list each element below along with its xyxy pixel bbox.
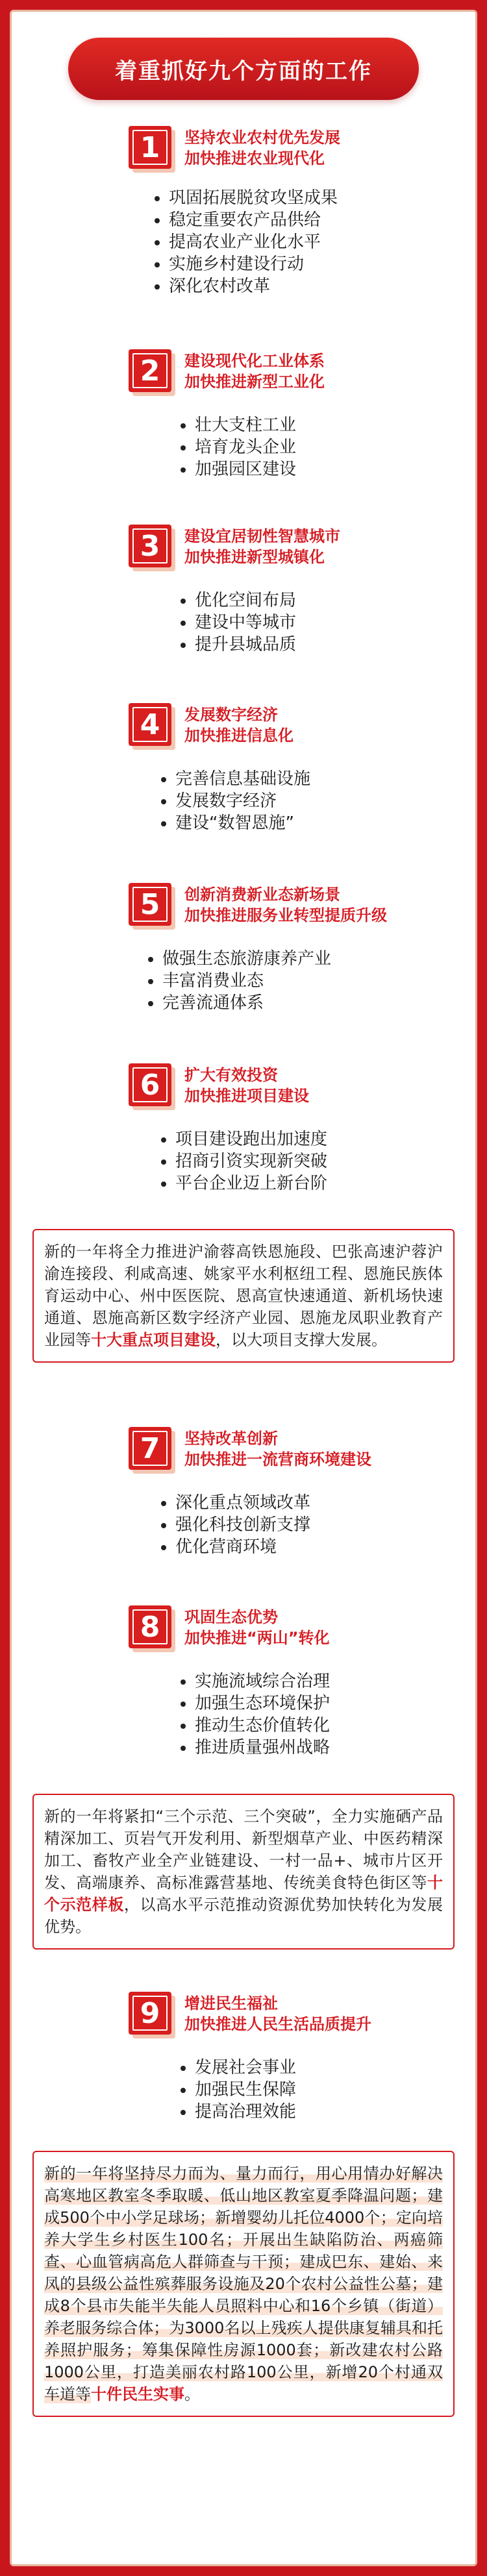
list-item: 丰富消费业态 [148,970,331,992]
section-number: 8 [129,1605,171,1648]
section-list [161,768,310,834]
section-number: 3 [129,525,171,567]
section-title: 发展数字经济 加快推进信息化 [184,706,293,745]
highlight-text: 十大重点项目建设 [91,1331,216,1349]
highlight-text: 十个示范样板 [44,1874,443,1914]
list-item: 壮大支柱工业 [181,414,296,436]
highlight-text: 十件民生实事 [91,2385,184,2403]
list-item: 深化农村改革 [155,275,338,297]
list-item: 深化重点领域改革 [161,1492,310,1514]
section-list [181,2057,296,2123]
list-item: 实施流域综合治理 [181,1670,330,1692]
section-list [155,187,338,297]
list-item: 建设中等城市 [181,612,296,634]
section-number: 9 [129,1992,171,2035]
list-item: 建设“数智恩施” [161,812,310,834]
list-item: 稳定重要农产品供给 [155,209,338,231]
section-title: 建设现代化工业体系 加快推进新型工业化 [184,352,325,391]
section-number: 4 [129,703,171,746]
list-item: 加强园区建设 [181,458,296,480]
paragraph-livelihood: 新的一年将坚持尽力而为、量力而行，用心用情办好解决高寒地区教室冬季取暖、低山地区教室夏季降温问题；建成500个中小学足球场；新增婴幼儿托位4000个；定向培养大学生乡村医生100名；开展出生缺陷防治、两癌筛查、心血管病高危人群筛查与干预；建成巴东、建始、来凤的县级公益性殡葬服务设施及20个农村公益性公墓；建成8个县市失能半失能人员照料中心和16个乡镇（街道）养老服务综合体；为3000名以上残疾人提供康复辅具和托养照护服务；筹集保障性房源1000套；新改建农村公路1000公里，打造美丽农村路100公里，新增20个村通双车道等十件民生实事。 [32,2151,455,2417]
section-title: 创新消费新业态新场景 加快推进服务业转型提质升级 [184,886,387,924]
list-item: 招商引资实现新突破 [161,1150,327,1172]
section-number: 5 [129,883,171,926]
section-list [181,414,296,480]
section-list [181,1670,330,1759]
list-item: 提升县城品质 [181,634,296,656]
banner-title: 着重抓好九个方面的工作 [115,58,372,84]
paragraph-major-projects: 新的一年将全力推进沪渝蓉高铁恩施段、巴张高速沪蓉沪渝连接段、利咸高速、姚家平水利枢纽工程、恩施民族体育运动中心、州中医医院、恩高宣快速通道、新机场快速通道、恩施高新区数字经济产业园、恩施龙凤职业教育产业园等十大重点项目建设，以大项目支撑大发展。 [32,1229,455,1363]
section-list [181,589,296,656]
section-list [148,948,331,1014]
section-number: 7 [129,1427,171,1470]
list-item: 优化空间布局 [181,589,296,612]
section-title: 坚持改革创新 加快推进一流营商环境建设 [184,1430,371,1468]
list-item: 加强生态环境保护 [181,1692,330,1715]
list-item: 发展社会事业 [181,2057,296,2079]
paragraph-demonstrations: 新的一年将紧扣“三个示范、三个突破”，全力实施硒产品精深加工、页岩气开发利用、新型烟草产业、中医药精深加工、畜牧产业全产业链建设、一村一品+、城市片区开发、高端康养、高标准露营基地、传统美食特色街区等十个示范样板，以高水平示范推动资源优势加快转化为发展优势。 [32,1794,455,1950]
section-number: 6 [129,1063,171,1106]
list-item: 实施乡村建设行动 [155,253,338,275]
section-number: 1 [129,126,171,169]
list-item: 完善流通体系 [148,992,331,1014]
list-item: 平台企业迈上新台阶 [161,1172,327,1195]
list-item: 推动生态价值转化 [181,1715,330,1737]
section-title: 建设宜居韧性智慧城市 加快推进新型城镇化 [184,527,340,566]
list-item: 完善信息基础设施 [161,768,310,790]
section-title: 增进民生福祉 加快推进人民生活品质提升 [184,1994,371,2033]
section-list [161,1128,327,1195]
section-title: 巩固生态优势 加快推进“两山”转化 [184,1608,330,1647]
list-item: 提高农业产业化水平 [155,231,338,253]
list-item: 做强生态旅游康养产业 [148,948,331,970]
list-item: 强化科技创新支撑 [161,1514,310,1536]
title-banner [68,38,419,100]
section-list [161,1492,310,1558]
section-title: 坚持农业农村优先发展 加快推进农业现代化 [184,129,340,167]
list-item: 提高治理效能 [181,2101,296,2123]
poster-page [10,10,477,2566]
list-item: 推进质量强州战略 [181,1737,330,1759]
list-item: 培育龙头企业 [181,436,296,458]
list-item: 发展数字经济 [161,790,310,812]
section-title: 扩大有效投资 加快推进项目建设 [184,1066,309,1105]
list-item: 项目建设跑出加速度 [161,1128,327,1150]
list-item: 优化营商环境 [161,1536,310,1558]
list-item: 巩固拓展脱贫攻坚成果 [155,187,338,209]
list-item: 加强民生保障 [181,2079,296,2101]
section-number: 2 [129,349,171,392]
